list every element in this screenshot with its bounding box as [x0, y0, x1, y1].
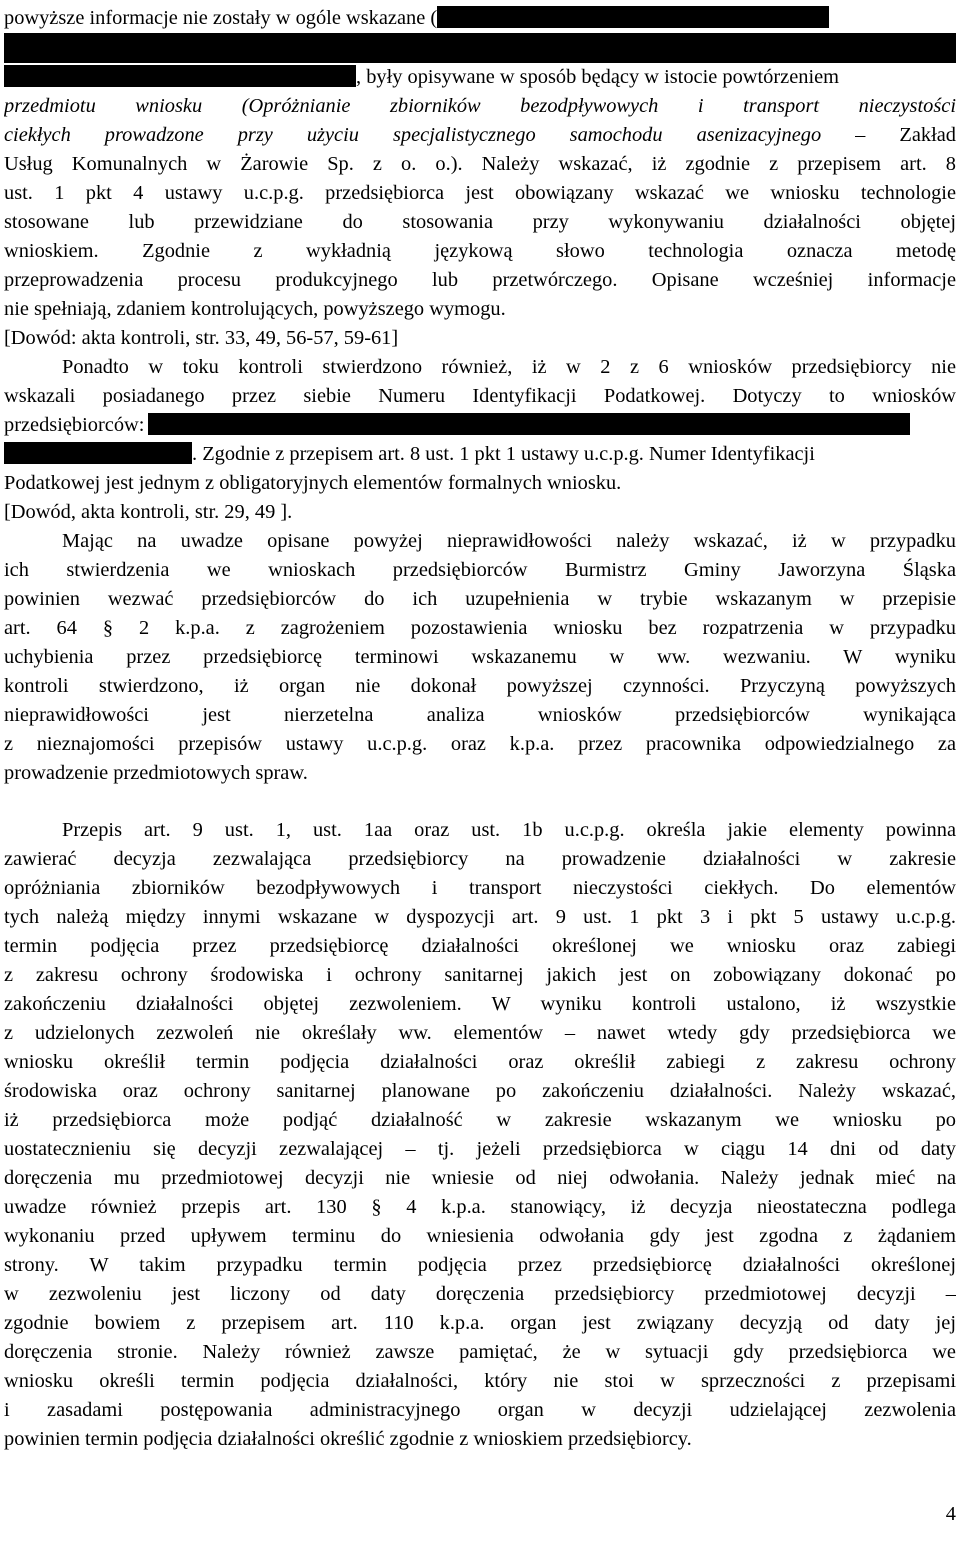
text-line — [4, 440, 956, 469]
redaction-block — [4, 442, 192, 464]
text-line: kontroli stwierdzono, iż organ nie dokonał powyższej czynności. Przyczyną powyższych — [4, 675, 956, 697]
text-line — [4, 121, 956, 150]
text-line: ich stwierdzenia we wnioskach przedsiębiorców Burmistrz Gminy Jaworzyna Śląska — [4, 559, 956, 581]
text-line: art. 64 § 2 k.p.a. z zagrożeniem pozostawienia wniosku bez rozpatrzenia w przypadku — [4, 617, 956, 639]
text-run: ciekłych prowadzone przy użyciu specjalistycznego samochodu asenizacyjnego — [4, 124, 822, 146]
text-line: uwadze również przepis art. 130 § 4 k.p.a. stanowiący, iż decyzja nieostateczna podlega — [4, 1196, 956, 1218]
text-line: nie spełniają, zdaniem kontrolujących, powyższego wymogu. — [4, 298, 506, 320]
text-line: wskazali posiadanego przez siebie Numeru Identyfikacji Podatkowej. Dotyczy to wniosków — [4, 385, 956, 407]
text-line: strony. W takim przypadku termin podjęcia przez przedsiębiorcę działalności określonej — [4, 1254, 956, 1276]
text-line: środowiska oraz ochrony sanitarnej planowane po zakończeniu działalności. Należy wskazać, — [4, 1080, 956, 1102]
text-line: powinien termin podjęcia działalności określić zgodnie z wnioskiem przedsiębiorcy. — [4, 1428, 692, 1450]
text-line: ust. 1 pkt 4 ustawy u.c.p.g. przedsiębiorca jest obowiązany wskazać we wniosku technologie — [4, 182, 956, 204]
page-number: 4 — [945, 1503, 956, 1525]
text-line — [4, 411, 956, 440]
text-line: zawierać decyzja zezwalająca przedsiębiorcy na prowadzenie działalności w zakresie — [4, 848, 956, 870]
text-line: z zakresu ochrony środowiska i ochrony sanitarnej jakich jest on zobowiązany dokonać po — [4, 964, 956, 986]
evidence-line: [Dowód: akta kontroli, str. 33, 49, 56-57, 59-61] — [4, 327, 399, 349]
text-line: wniosku określi termin podjęcia działalności, który nie stoi w sprzeczności z przepisami — [4, 1370, 956, 1392]
text-run: – Zakład — [821, 124, 956, 146]
text-line: termin podjęcia przez przedsiębiorcę działalności określonej we wniosku oraz zabiegi — [4, 935, 956, 957]
text-line: stosowane lub przewidziane do stosowania przy wykonywaniu działalności objętej — [4, 211, 956, 233]
text-line: wykonaniu przed upływem terminu do wniesienia odwołania gdy jest zgodna z żądaniem — [4, 1225, 956, 1247]
text-line: w zezwoleniu jest liczony od daty doręczenia przedsiębiorcy przedmiotowej decyzji – — [4, 1283, 956, 1305]
text-line: Podatkowej jest jednym z obligatoryjnych elementów formalnych wniosku. — [4, 472, 622, 494]
text-line: uchybienia przez przedsiębiorcę terminowi wskazanemu w ww. wezwaniu. W wyniku — [4, 646, 956, 668]
redaction-block — [4, 65, 356, 87]
text-run: , były opisywane w sposób będący w istocie powtórzeniem — [356, 66, 840, 88]
text-line: nieprawidłowości jest nierzetelna analiza wniosków przedsiębiorców wynikająca — [4, 704, 956, 726]
text-line: uostatecznieniu się decyzji zezwalającej – tj. jeżeli przedsiębiorca w ciągu 14 dni od daty — [4, 1138, 956, 1160]
text-line: doręczenia stronie. Należy również zawsze pamiętać, że w sytuacji gdy przedsiębiorca we — [4, 1341, 956, 1363]
text-run: przedsiębiorców: — [4, 414, 145, 436]
text-line — [4, 63, 956, 92]
text-line: zgodnie bowiem z przepisem art. 110 k.p.a. organ jest związany decyzją od daty jej — [4, 1312, 956, 1334]
text-line: iż przedsiębiorca może podjąć działalność w zakresie wskazanym we wniosku po — [4, 1109, 956, 1131]
text-line: zakończeniu działalności objętej zezwoleniem. W wyniku kontroli ustalono, iż wszystkie — [4, 993, 956, 1015]
text-line: prowadzenie przedmiotowych spraw. — [4, 762, 308, 784]
redaction-block — [437, 6, 829, 28]
text-line: przeprowadzenia procesu produkcyjnego lub przetwórczego. Opisane wcześniej informacje — [4, 269, 956, 291]
evidence-line: [Dowód, akta kontroli, str. 29, 49 ]. — [4, 501, 293, 523]
redaction-block — [148, 413, 910, 435]
text-line: i zasadami postępowania administracyjnego organ w decyzji udzielającej zezwolenia — [4, 1399, 956, 1421]
text-line: Ponadto w toku kontroli stwierdzono również, iż w 2 z 6 wniosków przedsiębiorcy nie — [62, 356, 956, 378]
text-line: przedmiotu wniosku (Opróżnianie zbiorników bezodpływowych i transport nieczystości — [4, 95, 956, 117]
text-line — [4, 4, 956, 33]
text-run: . Zgodnie z przepisem art. 8 ust. 1 pkt 1 ustawy u.c.p.g. Numer Identyfikacji — [192, 443, 815, 465]
text-line: tych należą między innymi wskazane w dyspozycji art. 9 ust. 1 pkt 3 i pkt 5 ustawy u.c.p.g. — [4, 906, 956, 928]
text-line: Przepis art. 9 ust. 1, ust. 1aa oraz ust. 1b u.c.p.g. określa jakie elementy powinna — [62, 819, 956, 841]
text-line: opróżniania zbiorników bezodpływowych i transport nieczystości ciekłych. Do elementów — [4, 877, 956, 899]
redaction-block — [4, 33, 956, 63]
text-line: Usług Komunalnych w Żarowie Sp. z o. o.). Należy wskazać, iż zgodnie z przepisem art. 8 — [4, 153, 956, 175]
redaction-line — [4, 33, 956, 66]
text-run: powyższe informacje nie zostały w ogóle wskazane ( — [4, 7, 438, 29]
text-line: z udzielonych zezwoleń nie określały ww. elementów – nawet wtedy gdy przedsiębiorca we — [4, 1022, 956, 1044]
text-line: z nieznajomości przepisów ustawy u.c.p.g. oraz k.p.a. przez pracownika odpowiedzialnego za — [4, 733, 956, 755]
text-line: wnioskiem. Zgodnie z wykładnią językową słowo technologia oznacza metodę — [4, 240, 956, 262]
text-line: Mając na uwadze opisane powyżej nieprawidłowości należy wskazać, iż w przypadku — [62, 530, 956, 552]
text-line: wniosku określił termin podjęcia działalności oraz określił zabiegi z zakresu ochrony — [4, 1051, 956, 1073]
text-line: powinien wezwać przedsiębiorców do ich uzupełnienia w trybie wskazanym w przepisie — [4, 588, 956, 610]
text-line: doręczenia mu przedmiotowej decyzji nie wniesie od niej odwołania. Należy jednak mieć na — [4, 1167, 956, 1189]
